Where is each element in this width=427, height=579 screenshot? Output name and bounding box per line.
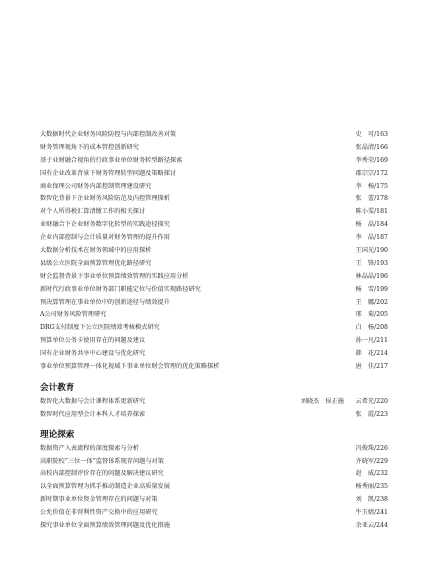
article-coauthors: 刘晓杰 侯正施 xyxy=(300,397,344,405)
article-title: A公司财务风险管理研究 xyxy=(40,311,107,319)
article-title: 业财融合下企业财务数字化转型的实践途径探究 xyxy=(40,221,170,229)
article-author-page: 王国光/190 xyxy=(355,247,388,255)
article-title: 数智时代应用型会计本科人才培养探索 xyxy=(40,410,146,418)
toc-entry xyxy=(40,481,388,494)
article-author-page: 史 可/163 xyxy=(355,131,388,138)
article-author-page: 牛玉婧/241 xyxy=(355,509,388,517)
article-author-page: 李 晶/187 xyxy=(355,234,388,242)
article-title: 新时期事业单位资金管理存在的问题与对策 xyxy=(40,496,158,504)
article-title: 公允价值在非营利性资产交换中的应用研究 xyxy=(40,509,158,517)
toc-entry xyxy=(40,520,388,533)
toc-entry xyxy=(40,468,388,481)
article-title: 大数据分析技术在财务领域中的应用探析 xyxy=(40,247,152,255)
article-author-page: 张晶清/166 xyxy=(355,143,388,151)
toc-entry xyxy=(40,206,388,219)
article-title: 对个人所得税汇算清缴工作的相关探讨 xyxy=(40,208,146,216)
article-author-page: 杨 晶/184 xyxy=(355,221,388,229)
section-heading: 理论探索 xyxy=(40,429,75,440)
article-author-page: 林晶晶/196 xyxy=(355,272,388,280)
article-title: 数智化大数据与会计课程体系更新研究 xyxy=(40,397,146,405)
article-author-page: 张 霞/223 xyxy=(355,410,388,418)
toc-entry xyxy=(40,348,388,361)
article-author-page: 郡宗宗/172 xyxy=(355,169,388,177)
article-author-page: 王 锋/193 xyxy=(355,259,388,267)
article-author-page: 孙一凡/211 xyxy=(355,337,388,345)
article-author-page: 陈小雯/181 xyxy=(355,208,388,216)
toc-entry xyxy=(40,142,388,155)
article-author-page: 韩 花/214 xyxy=(355,350,388,358)
article-author-page: 余亚云/244 xyxy=(355,522,388,530)
toc-entry xyxy=(40,335,388,348)
toc-entry xyxy=(40,507,388,520)
article-author-page: 王 娜/202 xyxy=(355,298,388,306)
toc-section-general xyxy=(40,129,388,374)
article-title: 高职院校“三位一体”监督体系现存问题与对策 xyxy=(40,457,164,465)
article-title: 高校内部控制评价存在的问题及解决建议研究 xyxy=(40,470,164,478)
toc-entry xyxy=(40,258,388,271)
toc-entry xyxy=(40,396,388,409)
toc-entry xyxy=(40,361,388,374)
toc-entry xyxy=(40,409,388,422)
toc-entry xyxy=(40,494,388,507)
toc-section-accounting-education xyxy=(40,396,388,422)
article-author-page: 杨 雪/199 xyxy=(355,285,388,293)
article-title: DRG支付制度下公立医院绩效考核模式研究 xyxy=(40,324,160,332)
toc-entry xyxy=(40,284,388,297)
article-title: 大数据时代企业财务风险防控与内部控制改善对策 xyxy=(40,131,177,138)
article-title: 财务管理视角下的成本管控创新研究 xyxy=(40,143,139,151)
article-title: 国有企业改革背景下财务管理转型问题及策略探讨 xyxy=(40,169,177,177)
toc-entry xyxy=(40,181,388,194)
article-title: 国有企业财务共享中心建设与优化研究 xyxy=(40,350,146,358)
article-author-page: 冯俊珠/226 xyxy=(355,444,388,452)
toc-entry xyxy=(40,443,388,456)
toc-entry xyxy=(40,219,388,232)
article-title: 县级公立医院全面预算管理优化路径研究 xyxy=(40,259,152,267)
toc-entry xyxy=(40,322,388,335)
article-author-page: 齐晓军/229 xyxy=(355,457,388,465)
article-title: 基于业财融合视角的行政事业单位财务转型路径探索 xyxy=(40,156,183,164)
article-title: 预算单位公务卡使用存在的问题及建议 xyxy=(40,337,146,345)
toc-entry xyxy=(40,309,388,322)
toc-entry xyxy=(40,245,388,258)
article-author-page: 张 蕾/178 xyxy=(355,195,388,203)
article-title: 数据资产入表流程的深度探索与分析 xyxy=(40,444,139,452)
article-title: 探究事业单位全面预算绩效管理问题及优化措施 xyxy=(40,522,170,530)
article-author-page: 李 杨/175 xyxy=(355,182,388,190)
toc-entry xyxy=(40,271,388,284)
article-author-page: 邢 菊/205 xyxy=(355,311,388,319)
toc-entry xyxy=(40,155,388,168)
article-author-page: 白 杨/208 xyxy=(355,324,388,332)
article-author-page: 云希充/220 xyxy=(355,397,388,405)
toc-entry xyxy=(40,168,388,181)
article-author-page: 刘 凯/238 xyxy=(355,496,388,504)
article-author-page: 赵 威/232 xyxy=(355,470,388,478)
article-title: 财会监督背景下事业单位预算绩效管理的实践应用分析 xyxy=(40,272,189,280)
section-heading: 会计教育 xyxy=(40,382,75,393)
toc-entry xyxy=(40,297,388,310)
article-author-page: 李秀荣/169 xyxy=(355,156,388,164)
article-title: 数智化背景下企业财务风险防范及内控管理探析 xyxy=(40,195,170,203)
toc-entry xyxy=(40,129,388,142)
toc-section-theory-exploration xyxy=(40,443,388,533)
article-title: 以全面预算管理为抓手推动制造企业高质量发展 xyxy=(40,483,170,491)
article-title: 企业内部控制与会计质量对财务管理的提升作用 xyxy=(40,234,170,242)
article-title: 事业单位预算管理一体化视域下事业单位财会管理的优化策略探析 xyxy=(40,363,220,371)
article-title: 预决算管理在事业单位中的创新途径与绩效提升 xyxy=(40,298,170,306)
article-title: 商业保理公司财务内部控制管理建设研究 xyxy=(40,182,152,190)
toc-entry xyxy=(40,456,388,469)
article-title: 新时代行政事业单位财务部门职能定位与价值实现路径研究 xyxy=(40,285,201,293)
toc-entry xyxy=(40,232,388,245)
toc-entry xyxy=(40,193,388,206)
article-author-page: 唐 佳/217 xyxy=(355,363,388,371)
article-author-page: 杨秀丽/235 xyxy=(355,483,388,491)
table-of-contents xyxy=(40,129,388,533)
